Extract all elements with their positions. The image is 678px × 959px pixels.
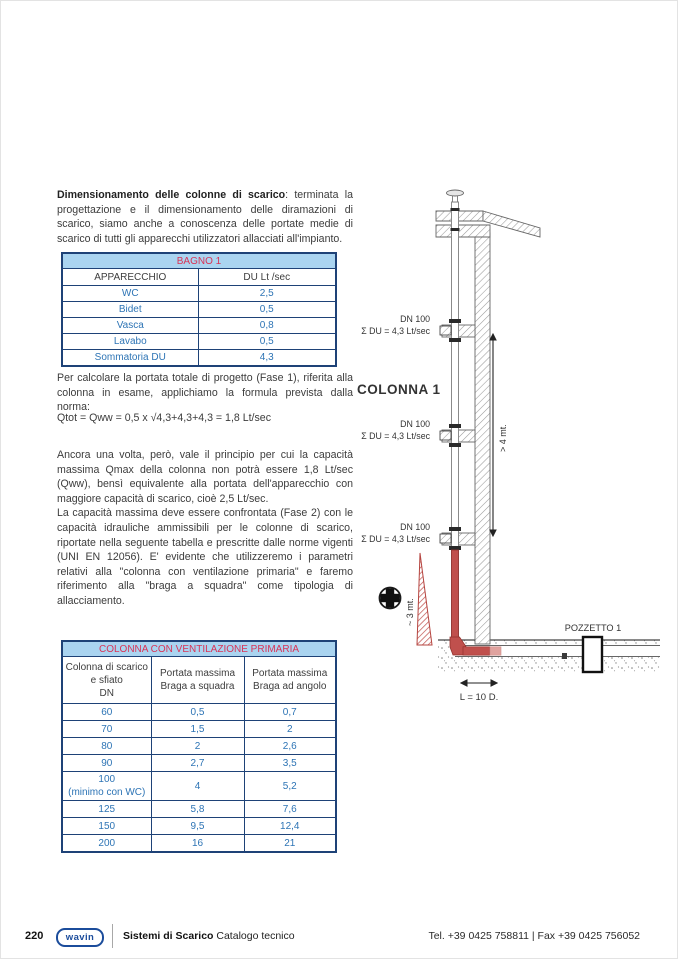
dimension-base bbox=[460, 683, 498, 703]
table-body bbox=[62, 704, 336, 853]
column-header: Colonna di scarico e sfiato DN bbox=[62, 657, 151, 704]
table-cell-line: 4 bbox=[194, 780, 201, 792]
table-cell-line: 0,5 bbox=[259, 336, 274, 347]
table-cell-line: 0,5 bbox=[259, 304, 274, 315]
table-cell bbox=[62, 835, 151, 853]
table-title-row bbox=[62, 253, 336, 269]
table-cell-line: 16 bbox=[191, 837, 204, 849]
table-cell bbox=[151, 738, 244, 755]
table-cell bbox=[151, 818, 244, 835]
table-cell bbox=[244, 835, 336, 853]
table-cell-line: WC bbox=[121, 288, 139, 299]
page-number: 220 bbox=[25, 930, 44, 942]
formula: Qtot = Qww = 0,5 x √4,3+4,3+4,3 = 1,8 Lt/sec bbox=[57, 412, 271, 424]
table-cell bbox=[198, 286, 336, 302]
dimension-vertical bbox=[493, 334, 508, 536]
table-row bbox=[62, 334, 336, 350]
table-cell-line: 2 bbox=[286, 723, 293, 735]
pozzetto-pit bbox=[583, 637, 602, 672]
table-cell-line: 0,8 bbox=[259, 320, 274, 331]
table-row bbox=[62, 818, 336, 835]
table-row bbox=[62, 721, 336, 738]
table-cell-line: (minimo con WC) bbox=[68, 787, 146, 798]
table-cell-line: 12,4 bbox=[280, 820, 300, 832]
column-header: Portata massima Braga ad angolo bbox=[244, 657, 336, 704]
branch-label-group bbox=[361, 419, 430, 441]
table-header-row bbox=[62, 269, 336, 286]
table-cell bbox=[62, 738, 151, 755]
table-cell-line: 9,5 bbox=[190, 820, 205, 832]
column-title: COLONNA 1 bbox=[357, 382, 441, 397]
table-cell bbox=[151, 755, 244, 772]
table-row bbox=[62, 704, 336, 721]
table-cell bbox=[244, 721, 336, 738]
table-cell-line: 80 bbox=[101, 740, 113, 752]
table-cell-line: 0,5 bbox=[190, 706, 205, 718]
branch-label-group bbox=[361, 522, 430, 544]
table-title: BAGNO 1 bbox=[62, 253, 336, 269]
footer-divider bbox=[112, 924, 113, 948]
table-cell bbox=[151, 721, 244, 738]
page-footer bbox=[0, 922, 678, 952]
table-cell-line: 3,5 bbox=[282, 757, 297, 769]
paragraph-capacita: La capacità massima deve essere confrontata (Fase 2) con le capacità idrauliche ammissibili per le colonne di scarico, riportate nella seguente tabella e prescritte dalle norme vigenti (UNI EN 12056). E' evidente che utilizzeremo i parametri relativi alla "colonna con ventilazione primaria" e faremo riferimento alla "braga a squadra" come tipologia di allacciamento. bbox=[57, 507, 353, 607]
document-title-bold: Sistemi di Scarico bbox=[123, 930, 214, 942]
intro-paragraph bbox=[57, 188, 353, 246]
stack-pipe bbox=[440, 190, 501, 655]
du-label: Σ DU = 4,3 Lt/sec bbox=[361, 326, 430, 336]
table-cell bbox=[244, 704, 336, 721]
pozzetto-label: POZZETTO 1 bbox=[564, 623, 622, 633]
table-cell bbox=[62, 755, 151, 772]
table-cell bbox=[198, 350, 336, 367]
pipe-joint-mark bbox=[562, 653, 567, 659]
dimension-vertical-label: > 4 mt. bbox=[498, 424, 508, 452]
intro-heading: Dimensionamento delle colonne di scarico bbox=[57, 189, 286, 201]
table-cell-line: 21 bbox=[284, 837, 296, 849]
table-cell-line: 2,7 bbox=[190, 757, 205, 769]
table-cell-line: Bidet bbox=[118, 304, 142, 315]
column-header: Portata massima Braga a squadra bbox=[151, 657, 244, 704]
table-row bbox=[62, 772, 336, 801]
wavin-logo bbox=[56, 928, 104, 947]
table-cell bbox=[244, 738, 336, 755]
table-cell bbox=[62, 704, 151, 721]
table-cell-line: 70 bbox=[101, 723, 113, 735]
dimension-base-label: L = 10 D. bbox=[459, 692, 499, 703]
table-cell-line: 7,6 bbox=[282, 803, 297, 815]
dn-label: DN 100 bbox=[400, 314, 430, 324]
branch-label-group bbox=[361, 314, 430, 336]
table-cell-line: 1,5 bbox=[190, 723, 205, 735]
ground-section bbox=[438, 640, 660, 672]
slope-triangle bbox=[417, 553, 432, 645]
column-header: DU Lt /sec bbox=[198, 269, 336, 286]
table-row bbox=[62, 755, 336, 772]
table-row bbox=[62, 835, 336, 853]
table-cell-line: 2,6 bbox=[282, 740, 297, 752]
table-title: COLONNA CON VENTILAZIONE PRIMARIA bbox=[62, 641, 336, 657]
dn-label: DN 100 bbox=[400, 522, 430, 532]
table-cell bbox=[62, 286, 198, 302]
table-row bbox=[62, 286, 336, 302]
dn-label: DN 100 bbox=[400, 419, 430, 429]
table-cell-line: 5,2 bbox=[282, 780, 297, 792]
table-row bbox=[62, 302, 336, 318]
table-cell bbox=[62, 818, 151, 835]
table-ventilazione bbox=[61, 640, 337, 853]
table-cell bbox=[62, 772, 151, 801]
table-row bbox=[62, 801, 336, 818]
dimension-slope-label: ~ 3 mt. bbox=[405, 598, 415, 626]
intro-text: : terminata la progettazione e il dimensionamento delle diramazioni di scarico, siamo anche a conoscenza delle portate medie di scarico di tutti gli apparecchi utilizzatori allacciati all'impianto. bbox=[57, 189, 353, 245]
table-bagno-1 bbox=[61, 252, 337, 367]
paragraph-calcolo: Per calcolare la portata totale di progetto (Fase 1), riferita alla colonna in esame, applichiamo la formula prevista dalla norma: bbox=[57, 372, 353, 414]
table-header-row bbox=[62, 657, 336, 704]
table-cell bbox=[151, 704, 244, 721]
du-label: Σ DU = 4,3 Lt/sec bbox=[361, 431, 430, 441]
table-cell-line: 2 bbox=[194, 740, 201, 752]
du-label: Σ DU = 4,3 Lt/sec bbox=[361, 534, 430, 544]
table-row bbox=[62, 318, 336, 334]
benchmark-icon bbox=[380, 588, 401, 609]
table-cell bbox=[62, 350, 198, 367]
table-cell bbox=[244, 801, 336, 818]
table-cell bbox=[62, 801, 151, 818]
table-cell bbox=[62, 318, 198, 334]
table-body bbox=[62, 286, 336, 367]
table-cell-line: 125 bbox=[98, 803, 116, 815]
table-cell bbox=[244, 755, 336, 772]
table-row bbox=[62, 350, 336, 367]
table-cell bbox=[62, 721, 151, 738]
table-cell-line: 5,8 bbox=[190, 803, 205, 815]
table-title-row bbox=[62, 641, 336, 657]
table-cell bbox=[244, 772, 336, 801]
table-cell-line: 90 bbox=[101, 757, 113, 769]
table-cell bbox=[62, 334, 198, 350]
table-cell bbox=[198, 334, 336, 350]
document-title-rest: Catalogo tecnico bbox=[213, 930, 295, 942]
table-cell-line: Sommatoria DU bbox=[94, 352, 166, 363]
table-cell bbox=[244, 818, 336, 835]
document-title bbox=[123, 930, 295, 942]
column-header: APPARECCHIO bbox=[62, 269, 198, 286]
paragraph-block bbox=[57, 448, 353, 609]
table-cell-line: 4,3 bbox=[259, 352, 274, 363]
table-cell-line: Lavabo bbox=[113, 336, 147, 347]
column-diagram bbox=[350, 185, 678, 720]
table-cell-line: 0,7 bbox=[282, 706, 297, 718]
contact-info: Tel. +39 0425 758811 | Fax +39 0425 756052 bbox=[428, 930, 640, 942]
table-cell-line: 150 bbox=[98, 820, 116, 832]
table-cell bbox=[198, 318, 336, 334]
table-cell-line: 2,5 bbox=[259, 288, 274, 299]
table-cell bbox=[151, 835, 244, 853]
table-cell-line: 60 bbox=[101, 706, 113, 718]
wall bbox=[475, 233, 490, 644]
table-cell-line: Vasca bbox=[116, 320, 144, 331]
wavin-logo-text: wavin bbox=[65, 932, 95, 943]
paragraph-ancora: Ancora una volta, però, vale il principio per cui la capacità massima Qmax della colonna non potrà essere 1,8 Lt/sec (Qww), bensì equivalente alla portata dell'apparecchio con maggiore capacità di scarico, cioè 2,5 Lt/sec. bbox=[57, 449, 353, 505]
table-row bbox=[62, 738, 336, 755]
table-cell-line: 100 bbox=[98, 774, 116, 785]
table-cell bbox=[151, 772, 244, 801]
table-cell bbox=[198, 302, 336, 318]
table-cell bbox=[62, 302, 198, 318]
table-cell-line: 200 bbox=[98, 837, 116, 849]
table-cell bbox=[151, 801, 244, 818]
